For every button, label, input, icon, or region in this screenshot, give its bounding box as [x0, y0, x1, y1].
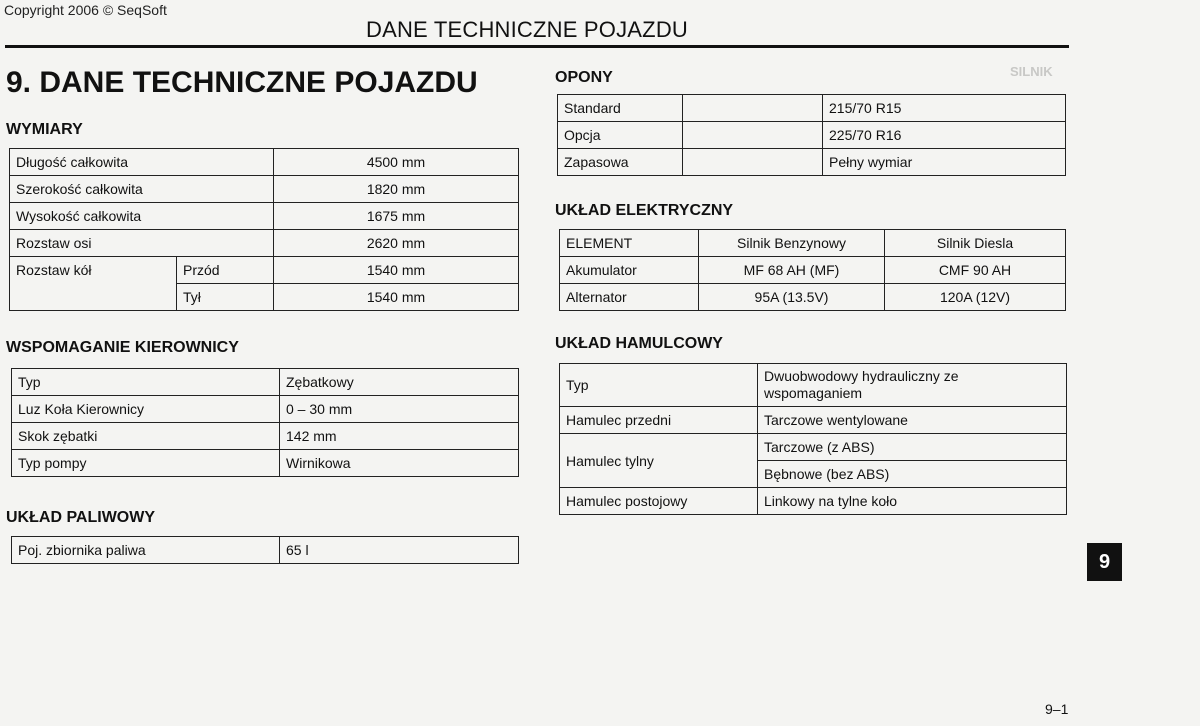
row-value: Bębnowe (bez ABS) — [758, 461, 1067, 488]
row-value: Pełny wymiar — [823, 149, 1066, 176]
hamulcowy-table — [559, 363, 1067, 515]
paliwowy-heading: UKŁAD PALIWOWY — [6, 509, 156, 526]
row-label: Typ — [560, 364, 758, 407]
row-value: 1540 mm — [274, 257, 519, 284]
row-value: Zębatkowy — [280, 369, 519, 396]
table-row — [560, 488, 1067, 515]
table-row — [10, 257, 519, 284]
table-row — [10, 203, 519, 230]
wymiary-table — [9, 148, 519, 311]
row-label: Alternator — [560, 284, 699, 311]
row-value: 215/70 R15 — [823, 95, 1066, 122]
row-value: 120A (12V) — [885, 284, 1066, 311]
row-value: 1540 mm — [274, 284, 519, 311]
table-row — [12, 537, 519, 564]
table-row — [558, 95, 1066, 122]
column-header: ELEMENT — [560, 230, 699, 257]
row-label: Szerokość całkowita — [10, 176, 274, 203]
table-row — [12, 450, 519, 477]
row-label: Opcja — [558, 122, 683, 149]
header-divider — [5, 45, 1069, 48]
row-label: Rozstaw osi — [10, 230, 274, 257]
row-label: Rozstaw kół — [10, 257, 177, 311]
wspomaganie-heading: WSPOMAGANIE KIEROWNICY — [6, 339, 239, 356]
row-value: 1675 mm — [274, 203, 519, 230]
row-value: 142 mm — [280, 423, 519, 450]
table-row — [560, 434, 1067, 461]
table-row — [558, 149, 1066, 176]
table-row — [12, 369, 519, 396]
row-value: Tarczowe (z ABS) — [758, 434, 1067, 461]
wspomaganie-table — [11, 368, 519, 477]
elektryczny-table — [559, 229, 1066, 311]
row-label: Poj. zbiornika paliwa — [12, 537, 280, 564]
row-value: MF 68 AH (MF) — [699, 257, 885, 284]
empty-cell — [683, 122, 823, 149]
table-row — [12, 423, 519, 450]
row-label: Luz Koła Kierownicy — [12, 396, 280, 423]
table-row — [558, 122, 1066, 149]
paliwowy-table — [11, 536, 519, 564]
row-value: 4500 mm — [274, 149, 519, 176]
running-header-title: DANE TECHNICZNE POJAZDU — [366, 17, 688, 42]
table-row — [560, 284, 1066, 311]
opony-table — [557, 94, 1066, 176]
table-row — [10, 176, 519, 203]
row-value: 0 – 30 mm — [280, 396, 519, 423]
empty-cell — [683, 149, 823, 176]
row-label: Hamulec tylny — [560, 434, 758, 488]
table-row — [10, 149, 519, 176]
table-row — [560, 407, 1067, 434]
table-row — [560, 364, 1067, 407]
row-value: Linkowy na tylne koło — [758, 488, 1067, 515]
row-value: Wirnikowa — [280, 450, 519, 477]
page-title: 9. DANE TECHNICZNE POJAZDU — [6, 66, 478, 99]
empty-cell — [683, 95, 823, 122]
row-label: Akumulator — [560, 257, 699, 284]
row-label: Długość całkowita — [10, 149, 274, 176]
row-sublabel: Tył — [177, 284, 274, 311]
row-label: Wysokość całkowita — [10, 203, 274, 230]
row-value: Tarczowe wentylowane — [758, 407, 1067, 434]
row-value: CMF 90 AH — [885, 257, 1066, 284]
page-number: 9–1 — [1045, 701, 1069, 717]
row-value: 65 l — [280, 537, 519, 564]
copyright-notice: Copyright 2006 © SeqSoft — [4, 2, 167, 18]
row-sublabel: Przód — [177, 257, 274, 284]
wymiary-heading: WYMIARY — [6, 121, 83, 138]
opony-heading: OPONY — [555, 69, 613, 86]
column-header: Silnik Diesla — [885, 230, 1066, 257]
table-row — [560, 257, 1066, 284]
row-label: Skok zębatki — [12, 423, 280, 450]
hamulcowy-heading: UKŁAD HAMULCOWY — [555, 335, 723, 352]
chapter-tab: 9 — [1087, 543, 1122, 581]
row-label: Typ pompy — [12, 450, 280, 477]
row-label: Zapasowa — [558, 149, 683, 176]
row-label: Hamulec postojowy — [560, 488, 758, 515]
row-label: Standard — [558, 95, 683, 122]
table-header-row — [560, 230, 1066, 257]
row-value: 95A (13.5V) — [699, 284, 885, 311]
table-row — [12, 396, 519, 423]
row-label: Typ — [12, 369, 280, 396]
elektryczny-heading: UKŁAD ELEKTRYCZNY — [555, 202, 734, 219]
row-value: Dwuobwodowy hydrauliczny ze wspomaganiem — [758, 364, 1067, 407]
column-header: Silnik Benzynowy — [699, 230, 885, 257]
row-label: Hamulec przedni — [560, 407, 758, 434]
bleed-through-text: SILNIK — [1010, 64, 1053, 79]
table-row — [10, 230, 519, 257]
row-value: 1820 mm — [274, 176, 519, 203]
row-value: 225/70 R16 — [823, 122, 1066, 149]
row-value: 2620 mm — [274, 230, 519, 257]
